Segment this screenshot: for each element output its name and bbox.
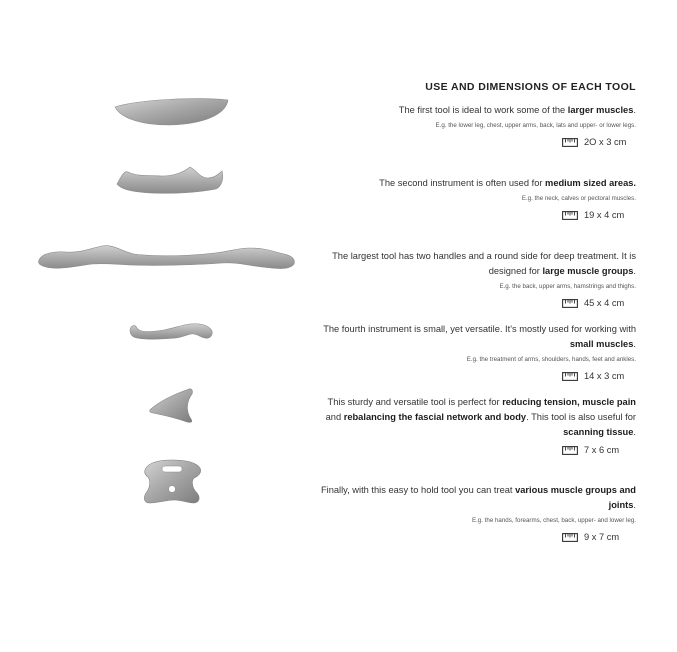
dimension-value: 19 x 4 cm [584, 210, 625, 220]
tool-3-dimensions [316, 296, 636, 310]
tool-4-image [130, 324, 212, 339]
tool-4-example: E.g. the treatment of arms, shoulders, hands, feet and ankles. [466, 356, 636, 363]
tool-3-image [39, 246, 295, 269]
tool-5-image [150, 389, 193, 423]
description-text: The largest tool has two handles and a round side for deep treatment. It is designed for [332, 251, 636, 276]
tool-5-description [316, 395, 636, 440]
emphasis-text: large muscle groups [542, 266, 634, 276]
description-text: Finally, with this easy to hold tool you can treat [320, 485, 516, 495]
tool-2-block [316, 176, 636, 222]
tool-3-block [316, 249, 636, 310]
description-text: This sturdy and versatile tool is perfect for [327, 397, 503, 407]
description-text: and [325, 412, 344, 422]
tool-2-image [117, 167, 223, 193]
emphasis-text: small muscles [569, 339, 634, 349]
dimension-value: 2O x 3 cm [584, 137, 627, 147]
tool-1-block [316, 103, 636, 149]
tool-4-description [316, 322, 636, 352]
page-title: USE AND DIMENSIONS OF EACH TOOL [425, 81, 636, 93]
ruler-icon [562, 138, 578, 147]
description-text: . [633, 500, 636, 510]
emphasis-text: scanning tissue [563, 427, 634, 437]
dimension-value: 7 x 6 cm [584, 445, 620, 455]
tool-1-image [115, 99, 228, 125]
description-text: The first tool is ideal to work some of the [398, 105, 568, 115]
description-text: . [633, 105, 636, 115]
emphasis-text: medium sized areas. [545, 178, 636, 188]
tool-1-example: E.g. the lower leg, chest, upper arms, back, lats and upper- or lower legs. [435, 122, 636, 129]
description-text: . This tool is also useful for [526, 412, 636, 422]
ruler-icon [562, 533, 578, 542]
description-text: . [633, 266, 636, 276]
tool-5-block [316, 395, 636, 457]
tool-1-description [316, 103, 636, 118]
emphasis-text: various muscle groups and joints [515, 485, 636, 510]
tool-2-example: E.g. the neck, calves or pectoral muscles. [521, 195, 636, 202]
ruler-icon [562, 299, 578, 308]
dimension-value: 45 x 4 cm [584, 298, 625, 308]
dimension-value: 14 x 3 cm [584, 371, 625, 381]
emphasis-text: larger muscles [567, 105, 634, 115]
tool-4-block [316, 322, 636, 383]
description-text: . [633, 339, 636, 349]
ruler-icon [562, 372, 578, 381]
ruler-icon [562, 211, 578, 220]
description-text: . [633, 427, 636, 437]
tool-6-block [316, 483, 636, 544]
tool-1-dimensions [316, 135, 636, 149]
tool-illustrations [0, 0, 330, 652]
emphasis-text: reducing tension, muscle pain [502, 397, 636, 407]
tool-6-example: E.g. the hands, forearms, chest, back, upper- and lower leg. [471, 517, 636, 524]
ruler-icon [562, 446, 578, 455]
description-text: The second instrument is often used for [379, 178, 546, 188]
tool-2-dimensions [316, 208, 636, 222]
emphasis-text: rebalancing the fascial network and body [343, 412, 527, 422]
description-text: The fourth instrument is small, yet versatile. It's mostly used for working with [323, 324, 636, 334]
tool-6-description [316, 483, 636, 513]
dimension-value: 9 x 7 cm [584, 532, 620, 542]
tool-5-dimensions [316, 443, 636, 457]
tool-6-dimensions [316, 530, 636, 544]
tool-2-description [316, 176, 636, 191]
tool-3-example: E.g. the back, upper arms, hamstrings and thighs. [499, 283, 636, 290]
tool-3-description [316, 249, 636, 279]
tool-4-dimensions [316, 369, 636, 383]
